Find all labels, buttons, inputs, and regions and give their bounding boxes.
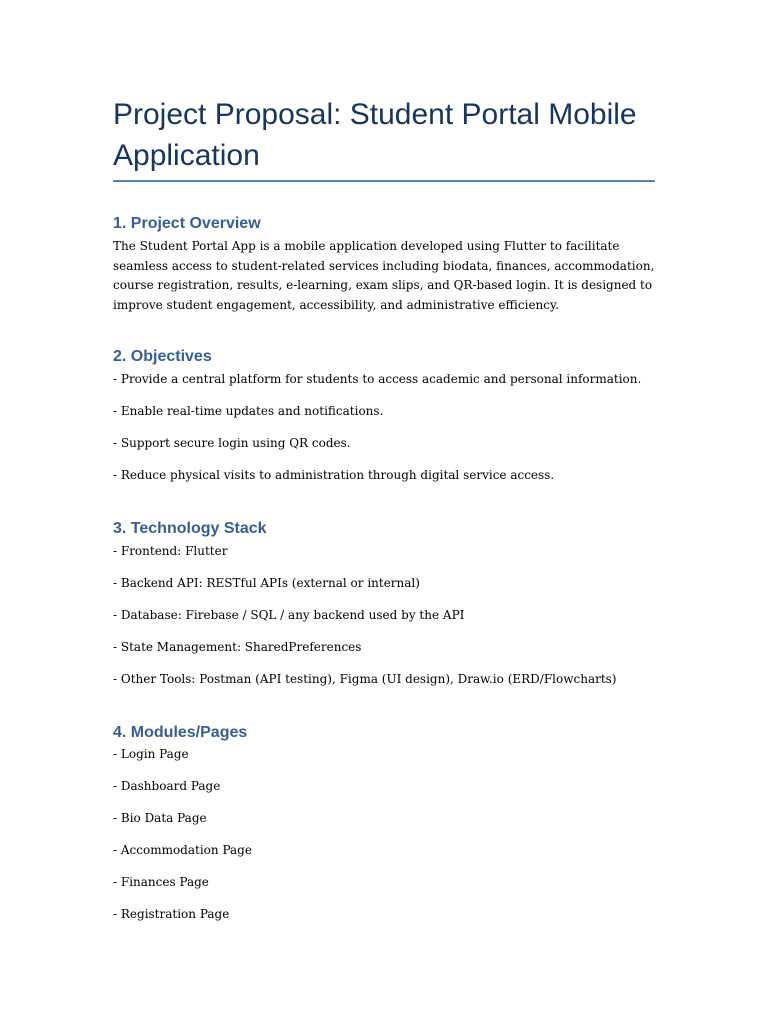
section-heading-technology-stack: 3. Technology Stack (113, 520, 267, 537)
list-item: - Support secure login using QR codes. (113, 436, 351, 450)
list-item: - Finances Page (113, 875, 209, 889)
list-item: - Login Page (113, 747, 189, 761)
list-item: - Database: Firebase / SQL / any backend used by the API (113, 608, 465, 622)
list-item: - Frontend: Flutter (113, 544, 228, 558)
list-item: - Other Tools: Postman (API testing), Figma (UI design), Draw.io (ERD/Flowcharts) (113, 672, 617, 686)
list-item: - Reduce physical visits to administration through digital service access. (113, 468, 555, 482)
list-item: - Enable real-time updates and notifications. (113, 404, 384, 418)
project-overview-paragraph: The Student Portal App is a mobile application developed using Flutter to facilitate seamless access to student-related services including biodata, finances, accommodation, course registration, results, e-learning, exam slips, and QR-based login. It is designed to improve student engagement, accessibility, and administrative efficiency. (113, 239, 655, 312)
document-title: Project Proposal: Student Portal Mobile Application (113, 98, 637, 172)
section-heading-objectives: 2. Objectives (113, 348, 212, 365)
section-heading-modules-pages: 4. Modules/Pages (113, 724, 248, 741)
list-item: - Provide a central platform for students to access academic and personal information. (113, 372, 642, 386)
list-item: - Backend API: RESTful APIs (external or internal) (113, 576, 420, 590)
list-item: - Registration Page (113, 907, 230, 921)
list-item: - State Management: SharedPreferences (113, 640, 362, 654)
list-item: - Bio Data Page (113, 811, 207, 825)
section-heading-project-overview: 1. Project Overview (113, 215, 261, 232)
list-item: - Dashboard Page (113, 779, 221, 793)
title-divider (113, 180, 655, 182)
list-item: - Accommodation Page (113, 843, 252, 857)
